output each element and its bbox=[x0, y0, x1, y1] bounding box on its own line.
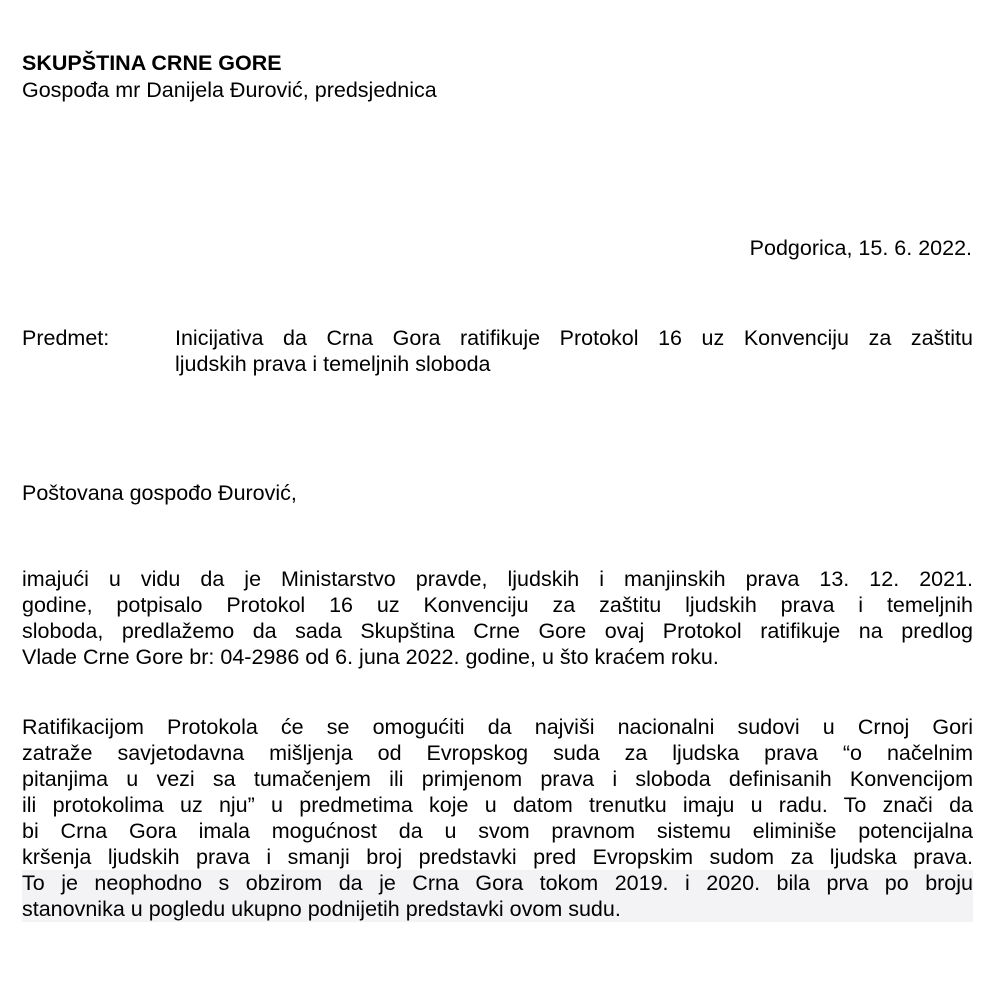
paragraph-line-highlighted: To je neophodno s obzirom da je Crna Gora tokom 2019. i 2020. bila prva po broju bbox=[22, 871, 973, 895]
paragraph-line: Ratifikacijom Protokola će se omogućiti da najviši nacionalni sudovi u Crnoj Gori bbox=[22, 715, 973, 739]
paragraph-line: Vlade Crne Gore br: 04-2986 od 6. juna 2022. godine, u što kraćem roku. bbox=[22, 645, 719, 669]
body-paragraph-2 bbox=[22, 714, 973, 922]
paragraph-line: sloboda, predlažemo da sada Skupština Crne Gore ovaj Protokol ratifikuje na predlog bbox=[22, 619, 973, 643]
paragraph-line-highlighted: stanovnika u pogledu ukupno podnijetih predstavki ovom sudu. bbox=[22, 896, 973, 922]
paragraph-line: godine, potpisalo Protokol 16 uz Konvenciju za zaštitu ljudskih prava i temeljnih bbox=[22, 593, 973, 617]
subject-line: ljudskih prava i temeljnih sloboda bbox=[175, 352, 491, 376]
paragraph-line: pitanjima u vezi sa tumačenjem ili primjenom prava i sloboda definisanih Konvencijom bbox=[22, 767, 973, 791]
paragraph-line: kršenja ljudskih prava i smanji broj predstavki pred Evropskim sudom za ljudska prava. bbox=[22, 845, 973, 869]
paragraph-line: ili protokolima uz nju” u predmetima koje u datom trenutku imaju u radu. To znači da bbox=[22, 793, 973, 817]
letter-date: Podgorica, 15. 6. 2022. bbox=[749, 236, 972, 260]
subject-text bbox=[175, 325, 973, 377]
subject-line: Inicijativa da Crna Gora ratifikuje Protokol 16 uz Konvenciju za zaštitu bbox=[175, 326, 973, 350]
paragraph-line: zatraže savjetodavna mišljenja od Evropskog suda za ljudska prava “o načelnim bbox=[22, 741, 973, 765]
paragraph-line: imajući u vidu da je Ministarstvo pravde, ljudskih i manjinskih prava 13. 12. 2021. bbox=[22, 567, 973, 591]
body-paragraph-1 bbox=[22, 566, 973, 670]
paragraph-line: bi Crna Gora imala mogućnost da u svom pravnom sistemu eliminiše potencijalna bbox=[22, 819, 973, 843]
recipient-block bbox=[22, 50, 437, 103]
subject-label: Predmet: bbox=[22, 326, 110, 350]
salutation: Poštovana gospođo Đurović, bbox=[22, 481, 297, 505]
recipient-name: Gospođa mr Danijela Đurović, predsjednica bbox=[22, 78, 437, 102]
recipient-institution: SKUPŠTINA CRNE GORE bbox=[22, 51, 282, 75]
